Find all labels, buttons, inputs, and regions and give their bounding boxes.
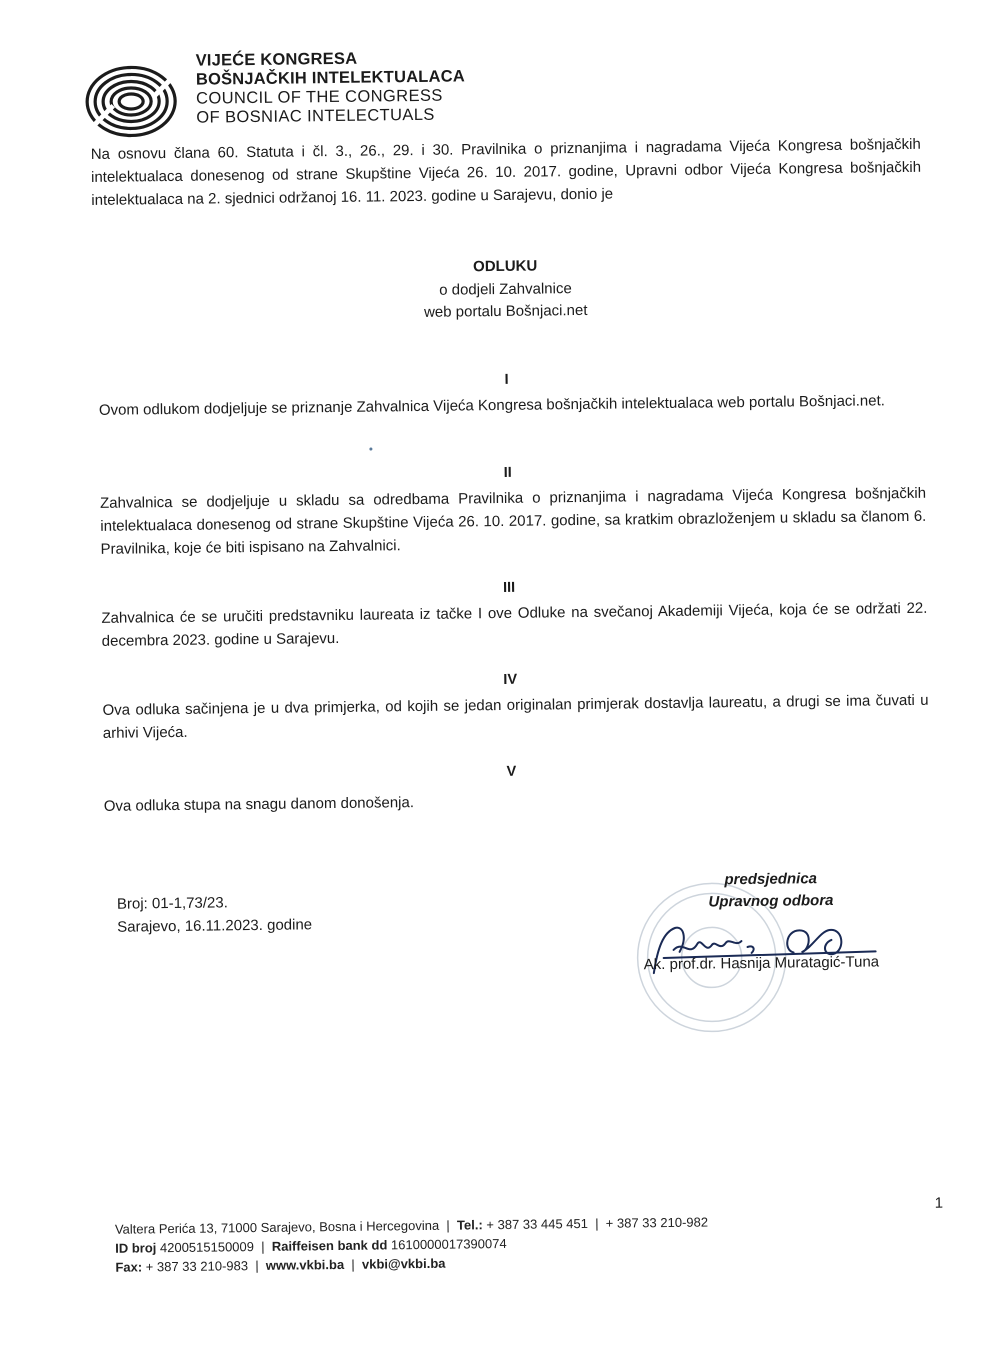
footer-line-3: Fax: + 387 33 210-983 | www.vkbi.ba | vkbi@vkbi.ba xyxy=(115,1255,446,1275)
decision-subtitle-1: o dodjeli Zahvalnice xyxy=(439,280,572,299)
reference-place-date: Sarajevo, 16.11.2023. godine xyxy=(117,916,313,936)
footer-email-link[interactable]: vkbi@vkbi.ba xyxy=(361,1255,446,1272)
section-text-1: Ovom odlukom dodjeljuje se priznanje Zahvalnica Vijeća Kongresa bošnjačkih intelektualaca web portalu Bošnjaci.net. xyxy=(98,392,885,419)
council-logo xyxy=(83,59,184,140)
ink-speck xyxy=(369,448,372,451)
reference-number: Broj: 01-1,73/23. xyxy=(116,894,228,913)
section-text-5: Ova odluka stupa na snagu danom donošenja. xyxy=(103,794,415,815)
signatory-title-line-2: Upravnog odbora xyxy=(708,891,834,911)
footer-fax-label: Fax: xyxy=(115,1259,143,1275)
footer-bank-value: 1610000017390074 xyxy=(390,1235,507,1253)
decision-subtitle-2: web portalu Bošnjaci.net xyxy=(423,301,588,321)
footer-tel-label: Tel.: xyxy=(456,1217,483,1233)
footer-id-value: 4200515150009 xyxy=(159,1239,255,1256)
footer-website-link[interactable]: www.vkbi.ba xyxy=(265,1256,345,1273)
org-name-line-3: COUNCIL OF THE CONGRESS xyxy=(196,86,443,108)
footer-line-1: Valtera Perića 13, 71000 Sarajevo, Bosna i Hercegovina | Tel.: + 387 33 445 451 | + 387 33 210-982 xyxy=(114,1214,709,1237)
footer-fax-value: + 387 33 210-983 xyxy=(145,1258,249,1275)
section-text-3: Zahvalnica će se uručiti predstavniku laureata iz tačke I ove Odluke na svečanoj Akademiji Vijeća, koja će se održati 22. decembra 2023. godine u Sarajevu. xyxy=(101,599,928,650)
org-name-line-4: OF BOSNIAC INTELECTUALS xyxy=(196,105,435,127)
section-number-2: II xyxy=(503,464,512,481)
footer-bank-label: Raiffeisen bank dd xyxy=(271,1237,388,1254)
org-name-line-2: BOŠNJAČKIH INTELEKTUALACA xyxy=(195,67,465,89)
page-number: 1 xyxy=(934,1194,944,1212)
organization-name xyxy=(196,48,466,127)
signatory-name: Ak. prof.dr. Hasnija Muratagić-Tuna xyxy=(643,953,880,974)
footer-line-2: ID broj 4200515150009 | Raiffeisen bank dd 1610000017390074 xyxy=(115,1235,507,1256)
reference-block xyxy=(117,890,312,938)
section-text-4: Ova odluka sačinjena je u dva primjerka, od kojih se jedan originalan primjerak dostavlja laureatu, a drugi se ima čuvati u arhivi Vijeća. xyxy=(102,691,929,742)
footer-address: Valtera Perića 13, 71000 Sarajevo, Bosna i Hercegovina xyxy=(114,1217,440,1237)
signatory-title xyxy=(701,868,842,914)
section-number-5: V xyxy=(506,763,517,780)
section-number-1: I xyxy=(504,371,509,388)
org-name-line-1: VIJEĆE KONGRESA xyxy=(195,49,358,70)
preamble: Na osnovu člana 60. Statuta i čl. 3., 26., 29. i 30. Pravilnika o priznanjima i nagradama Vijeća Kongresa bošnjačkih intelektualaca donesenog od strane Skupštine Vijeća 26. 10. 2017. godine, Upravni odbor Vijeća Kongresa bošnjačkih intelektualaca na 2. sjednici održanoj 16. 11. 2023. godine u Sarajevu, donio je xyxy=(90,135,922,209)
section-number-3: III xyxy=(502,579,516,596)
footer xyxy=(115,1213,709,1277)
footer-tel-2: + 387 33 210-982 xyxy=(605,1214,709,1231)
footer-tel-1: + 387 33 445 451 xyxy=(486,1215,589,1233)
footer-id-label: ID broj xyxy=(115,1240,157,1256)
section-number-4: IV xyxy=(503,671,518,688)
section-text-2: Zahvalnica se dodjeljuje u skladu sa odredbama Pravilnika o priznanjima i nagradama Vijeća Kongresa bošnjačkih intelektualaca donesenog od strane Skupštine Vijeća 26. 10. 2017. godine, sa kratkim obrazloženjem u skladu sa članom 6. Pravilnika, koje će biti ispisano na Zahvalnici. xyxy=(99,484,927,558)
signatory-title-line-1: predsjednica xyxy=(724,870,818,889)
decision-title: ODLUKU xyxy=(472,257,538,276)
